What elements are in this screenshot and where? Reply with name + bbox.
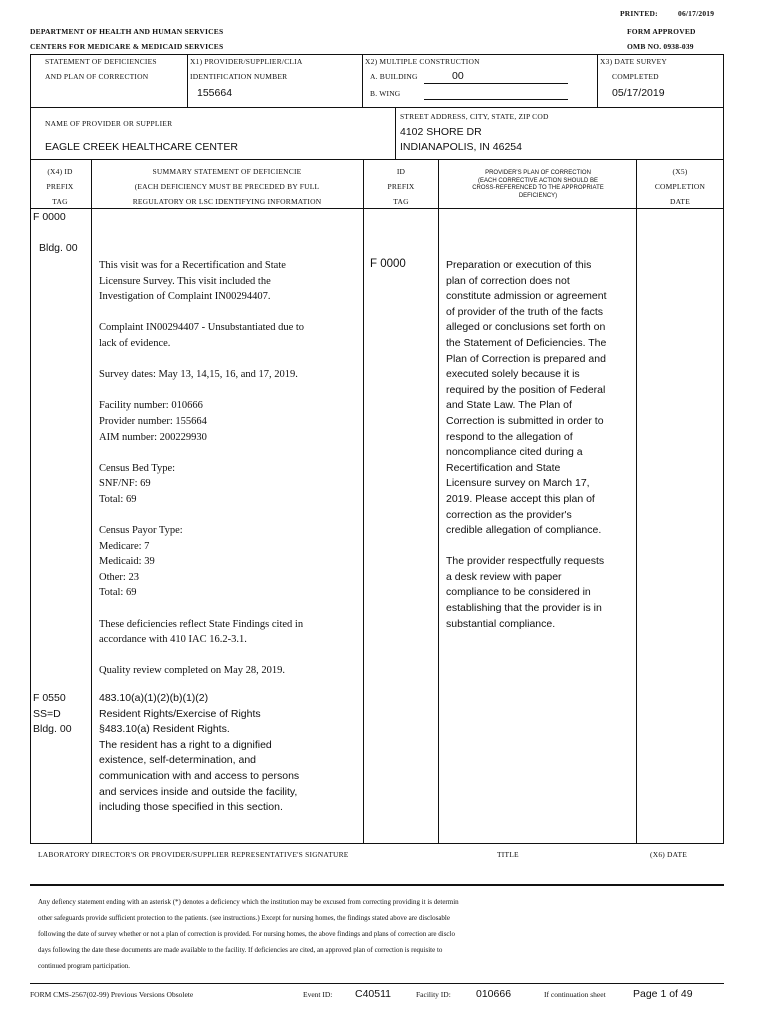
summary-line: This visit was for a Recertification and State [99, 260, 286, 271]
x5-header: (X5) COMPLETION DATE [654, 167, 706, 206]
plan-line: substantial compliance. [446, 617, 556, 630]
summary-line: Survey dates: May 13, 14,15, 16, and 17, 2019. [99, 369, 298, 381]
disclaimer-text [38, 894, 459, 974]
plan-line: establishing that the provider is in [446, 602, 602, 615]
id-tag-f0000: F 0000 [370, 258, 406, 270]
summary-line: Census Payor Type: [99, 525, 183, 537]
summary-line: The resident has a right to a dignified [99, 738, 272, 751]
provider-name-value: EAGLE CREEK HEALTHCARE CENTER [45, 141, 238, 153]
facility-id-value: 010666 [476, 988, 512, 1000]
plan-line: Correction is submitted in order to [446, 414, 604, 427]
plan-line: executed solely because it is [446, 368, 580, 381]
omb-number: OMB NO. 0938-039 [627, 42, 694, 51]
summary-line: Licensure Survey. This visit included the [99, 275, 271, 287]
plan-of-correction-f0000 [446, 258, 607, 632]
date-label: (X6) DATE [650, 850, 688, 859]
summary-line: lack of evidence. [99, 337, 171, 349]
plan-line [446, 539, 607, 555]
summary-line: 483.10(a)(1)(2)(b)(1)(2) [99, 692, 209, 704]
form-approved-label: FORM APPROVED [627, 27, 696, 36]
centers-title: CENTERS FOR MEDICARE & MEDICAID SERVICES [30, 42, 224, 51]
x3-label: X3) DATE SURVEY [600, 57, 667, 66]
printed-date: 06/17/2019 [678, 9, 715, 18]
department-title: DEPARTMENT OF HEALTH AND HUMAN SERVICES [30, 27, 224, 36]
summary-statement-f0000 [99, 258, 304, 679]
summary-line [99, 601, 304, 617]
summary-line: accordance with 410 IAC 16.2-3.1. [99, 634, 247, 646]
plan-line: plan of correction does not [446, 274, 570, 287]
printed-label: PRINTED: [620, 9, 658, 18]
summary-line [99, 508, 304, 524]
survey-date-value: 05/17/2019 [612, 87, 665, 99]
disclaimer-line: days following the date these documents are made available to the facility. If deficiencies are cited, an approved plan of correction is requisite to [38, 946, 443, 954]
summary-line: Other: 23 [99, 571, 139, 583]
plan-line: a desk review with paper [446, 570, 562, 583]
summary-line: Provider number: 155664 [99, 415, 207, 427]
summary-line [99, 352, 304, 368]
summary-line: Investigation of Complaint IN00294407. [99, 291, 271, 303]
address-label: STREET ADDRESS, CITY, STATE, ZIP COD [400, 112, 549, 121]
summary-line: including those specified in this section. [99, 801, 283, 814]
disclaimer-line: following the date of survey whether or not a plan of correction is provided. For nursing homes, the above findings and plans of correction are disclo [38, 930, 455, 938]
plan-line: credible allegation of compliance. [446, 524, 602, 537]
summary-line: §483.10(a) Resident Rights. [99, 723, 230, 736]
summary-line [99, 445, 304, 461]
event-id-label: Event ID: [303, 990, 333, 999]
provider-name-label: NAME OF PROVIDER OR SUPPLIER [45, 119, 173, 128]
summary-line: Resident Rights/Exercise of Rights [99, 707, 261, 720]
x2-label: X2) MULTIPLE CONSTRUCTION [365, 57, 480, 66]
plan-line: alleged or conclusions set forth on [446, 321, 606, 334]
summary-line: Census Bed Type: [99, 462, 176, 474]
footer-divider [30, 983, 724, 984]
plan-line: and State Law. The Plan of [446, 399, 572, 412]
page-number: Page 1 of 49 [633, 988, 693, 1000]
summary-line [99, 305, 304, 321]
summary-line: AIM number: 200229930 [99, 431, 207, 443]
summary-line: and services inside and outside the facility, [99, 785, 298, 798]
summary-line [99, 383, 304, 399]
disclaimer-line: Any defiency statement ending with an asterisk (*) denotes a deficiency which the institution may be excused from correcting providing it is determin [38, 898, 459, 906]
address-line-1: 4102 SHORE DR [400, 126, 482, 138]
continuation-label: If continuation sheet [544, 990, 606, 999]
summary-line: Total: 69 [99, 587, 137, 599]
summary-line: existence, self-determination, and [99, 754, 257, 767]
summary-line: Total: 69 [99, 493, 137, 505]
plan-line: noncompliance cited during a [446, 446, 583, 459]
form-number: FORM CMS-2567(02-99) Previous Versions Obsolete [30, 990, 194, 999]
summary-line: These deficiencies reflect State Findings cited in [99, 618, 304, 630]
summary-header: SUMMARY STATEMENT OF DEFICIENCIE (EACH DEFICIENCY MUST BE PRECEDED BY FULL REGULATORY OR LSC IDENTIFYING INFORMATION [132, 167, 322, 206]
plan-line: Preparation or execution of this [446, 259, 592, 271]
disclaimer-line: other safeguards provide sufficient protection to the patients. (see instructions.) Except for nursing homes, the findings stated above are disclosable [38, 914, 450, 922]
wing-label: B. WING [370, 89, 401, 98]
summary-line: communication with and access to persons [99, 769, 300, 782]
plan-line: The provider respectfully requests [446, 555, 605, 568]
summary-line: SNF/NF: 69 [99, 478, 151, 490]
summary-line: Facility number: 010666 [99, 400, 203, 412]
disclaimer-line: continued program participation. [38, 962, 130, 970]
plan-line: Recertification and State [446, 461, 561, 474]
plan-header: PROVIDER'S PLAN OF CORRECTION (EACH CORRECTIVE ACTION SHOULD BE CROSS-REFERENCED TO THE APPROPRIATE DEFICIENCY) [472, 170, 604, 199]
plan-line: required by the position of Federal [446, 383, 606, 396]
summary-line [99, 648, 304, 664]
plan-line: respond to the allegation of [446, 430, 573, 443]
building-label: A. BUILDING [370, 72, 418, 81]
plan-line: the Statement of Deficiencies. The [446, 336, 607, 349]
x3-sub-label: COMPLETED [612, 72, 659, 81]
address-line-2: INDIANAPOLIS, IN 46254 [400, 141, 522, 153]
prefix-tag-f0000: F 0000 [33, 211, 66, 223]
summary-line: Quality review completed on May 28, 2019. [99, 665, 286, 677]
summary-statement-f0550 [99, 691, 299, 816]
x4-header: (X4) ID PREFIX TAG [46, 167, 74, 206]
facility-id-label: Facility ID: [416, 990, 451, 999]
statement-label: STATEMENT OF DEFICIENCIES [45, 57, 157, 66]
signature-divider [30, 884, 724, 886]
summary-line: Medicaid: 39 [99, 556, 155, 568]
plan-line: Plan of Correction is prepared and [446, 352, 606, 365]
x1-sub-label: IDENTIFICATION NUMBER [190, 72, 288, 81]
provider-id-value: 155664 [197, 87, 233, 99]
plan-line: correction as the provider's [446, 508, 572, 521]
event-id-value: C40511 [355, 988, 392, 1000]
plan-label: AND PLAN OF CORRECTION [45, 72, 149, 81]
summary-line: Complaint IN00294407 - Unsubstantiated due to [99, 322, 305, 334]
x1-label: X1) PROVIDER/SUPPLIER/CLIA [190, 57, 303, 66]
plan-line: Licensure survey on March 17, [446, 477, 590, 490]
id-header: ID PREFIX TAG [387, 167, 415, 206]
plan-line: of provider of the truth of the facts [446, 305, 604, 318]
plan-line: constitute admission or agreement [446, 290, 607, 303]
plan-line: 2019. Please accept this plan of [446, 492, 595, 505]
building-tag: Bldg. 00 [39, 242, 78, 254]
title-label: TITLE [497, 850, 519, 859]
signature-label: LABORATORY DIRECTOR'S OR PROVIDER/SUPPLIER REPRESENTATIVE'S SIGNATURE [38, 850, 349, 859]
prefix-tag-f0550: F 0550 SS=D Bldg. 00 [33, 692, 72, 736]
plan-line: compliance to be considered in [446, 586, 591, 599]
building-value: 00 [452, 70, 464, 82]
summary-line: Medicare: 7 [99, 540, 150, 552]
